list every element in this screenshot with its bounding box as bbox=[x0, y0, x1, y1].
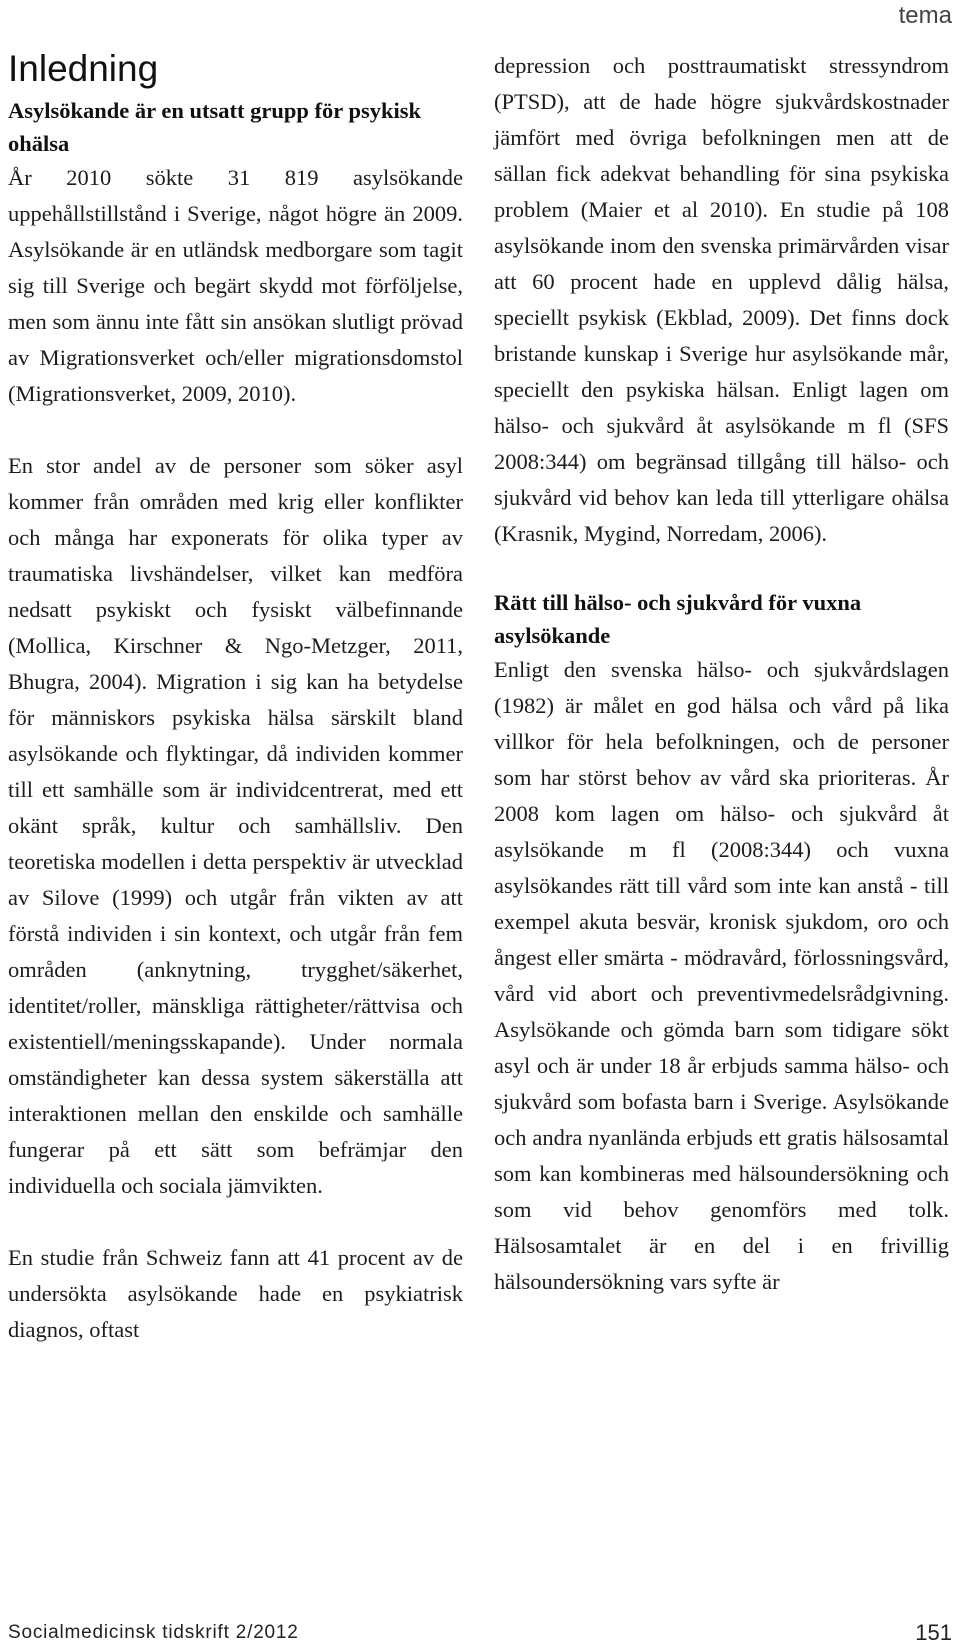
section-tag: tema bbox=[898, 2, 952, 29]
subheading: Asylsökande är en utsatt grupp för psykisk ohälsa bbox=[8, 98, 422, 156]
paragraph-2: En stor andel av de personer som söker asyl kommer från områden med krig eller konflikter och många har exponerats för olika typer av traumatiska livshändelser, vilket kan medföra nedsatt psykiskt och fysiskt välbefinnande (Mollica, Kirschner & Ngo-Metzger, 2011, Bhugra, 2004). Migration i sig kan ha betydelse för människors psykiska hälsa särskilt bland asylsökande och flyktingar, då individen kommer till ett samhälle som är individcentrerat, med ett okänt språk, kultur och samhällsliv. Den teoretiska modellen i detta perspektiv är utvecklad av Silove (1999) och utgår från vikten av att förstå individen i sin kontext, och utgår från fem områden (anknytning, trygghet/säkerhet, identitet/roller, mänskliga rättigheter/rättvisa och existentiell/meningsskapande). Under normala omständigheter kan dessa system säkerställa att interaktionen mellan den enskilde och samhälle fungerar på ett sätt som befrämjar den individuella och sociala jämvikten. bbox=[8, 453, 463, 1198]
paragraph-1: År 2010 sökte 31 819 asylsökande uppehållstillstånd i Sverige, något högre än 2009. Asylsökande är en utländsk medborgare som tagit sig till Sverige och begärt skydd mot förföljelse, men som ännu inte fått sin ansökan slutligt prövad av Migrationsverket och/eller migrationsdomstol (Migrationsverket, 2009, 2010). bbox=[8, 165, 463, 406]
paragraph-continued: depression och posttraumatiskt stressyndrom (PTSD), att de hade högre sjukvårdskostnader jämfört med övriga befolkningen men att de sällan fick adekvat behandling för sina psykiska problem (Maier et al 2010). En studie på 108 asylsökande inom den svenska primärvården visar att 60 procent hade en upplevd dålig hälsa, speciellt psykisk (Ekblad, 2009). Det finns dock bristande kunskap i Sverige hur asylsökande mår, speciellt den psykiska hälsan. Enligt lagen om hälso- och sjukvård åt asylsökande m fl (SFS 2008:344) om begränsad tillgång till hälso- och sjukvård vid behov kan leda till ytterligare ohälsa (Krasnik, Mygind, Norredam, 2006). bbox=[494, 53, 949, 546]
right-column bbox=[494, 48, 949, 1300]
left-column bbox=[8, 48, 463, 1348]
paragraph-rights: Enligt den svenska hälso- och sjukvårdslagen (1982) är målet en god hälsa och vård på lika villkor för hela befolkningen, och de personer som har störst behov av vård ska prioriteras. År 2008 kom lagen om hälso- och sjukvård åt asylsökande m fl (2008:344) och vuxna asylsökandes rätt till vård som inte kan anstå - till exempel akuta besvär, kronisk sjukdom, oro och ångest eller smärta - mödravård, förlossningsvård, vård vid abort och preventivmedelsrådgivning. Asylsökande och gömda barn som tidigare sökt asyl och är under 18 år erbjuds samma hälso- och sjukvård som bofasta barn i Sverige. Asylsökande och andra nyanlända erbjuds ett gratis hälsosamtal som kan kombineras med hälsoundersökning och som vid behov genomförs med tolk. Hälsosamtalet är en del i en frivillig hälsoundersökning vars syfte är bbox=[494, 657, 949, 1294]
page-number: 151 bbox=[915, 1620, 952, 1645]
paragraph-3: En studie från Schweiz fann att 41 procent av de undersökta asylsökande hade en psykiatrisk diagnos, oftast bbox=[8, 1245, 463, 1342]
journal-name: Socialmedicinsk tidskrift 2/2012 bbox=[8, 1622, 299, 1643]
subheading-rights: Rätt till hälso- och sjukvård för vuxna asylsökande bbox=[494, 590, 862, 648]
section-heading: Inledning bbox=[8, 48, 159, 89]
